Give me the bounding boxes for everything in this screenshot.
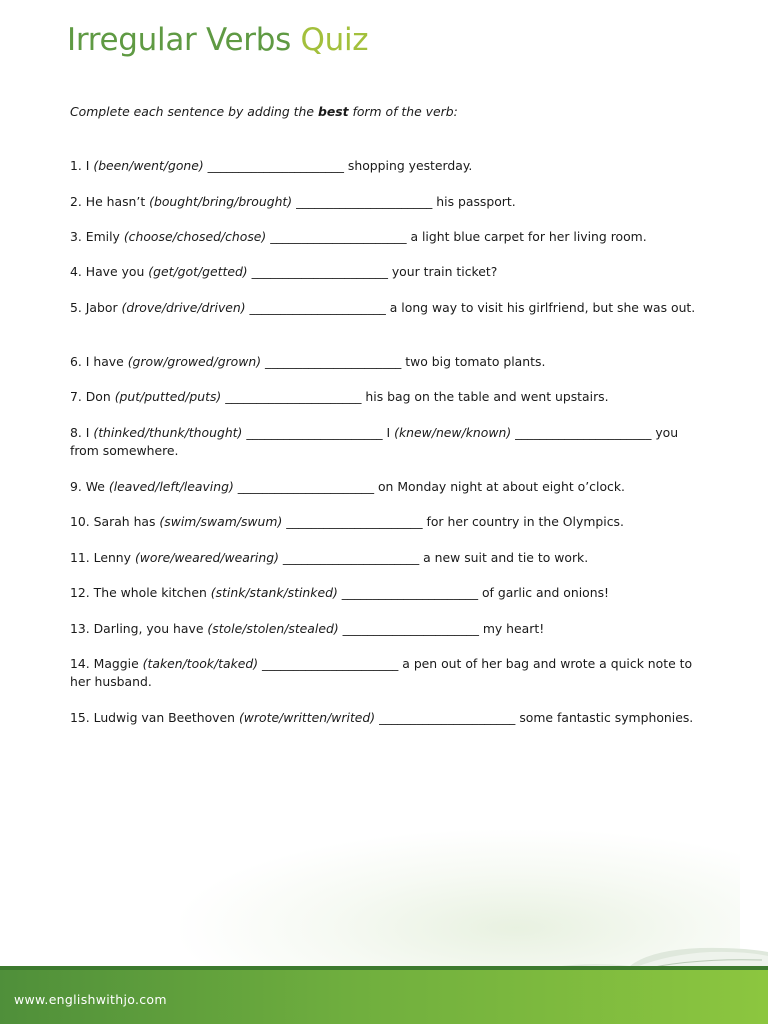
instructions-after: form of the verb:	[348, 104, 458, 119]
verb-options: (swim/swam/swum)	[159, 514, 283, 529]
title-accent: Quiz	[300, 22, 369, 58]
question-1	[70, 157, 702, 175]
question-7	[70, 388, 702, 406]
question-number: 7. Don	[70, 389, 115, 404]
question-text: ______________________ his bag on the table and went upstairs.	[221, 389, 609, 404]
verb-options: (grow/growed/grown)	[127, 354, 262, 369]
question-text: ______________________ I	[242, 425, 395, 440]
verb-options: (bought/bring/brought)	[149, 194, 293, 209]
verb-options: (stink/stank/stinked)	[210, 585, 338, 600]
question-number: 6. I have	[70, 354, 128, 369]
question-9	[70, 478, 702, 496]
verb-options: (get/got/getted)	[148, 264, 248, 279]
verb-options: (been/went/gone)	[93, 158, 204, 173]
verb-options: (taken/took/taked)	[142, 656, 259, 671]
question-number: 5. Jabor	[70, 300, 122, 315]
question-text: ______________________ a light blue carpet for her living room.	[266, 229, 647, 244]
question-text: ______________________ my heart!	[338, 621, 545, 636]
question-14	[70, 655, 702, 691]
question-number: 14. Maggie	[70, 656, 143, 671]
question-2	[70, 193, 702, 211]
question-number: 3. Emily	[70, 229, 124, 244]
instructions-bold: best	[317, 104, 349, 119]
verb-options: (thinked/thunk/thought)	[93, 425, 243, 440]
question-text: ______________________ for her country in the Olympics.	[282, 514, 624, 529]
question-number: 4. Have you	[70, 264, 149, 279]
question-number: 15. Ludwig van Beethoven	[70, 710, 239, 725]
question-text: ______________________ two big tomato plants.	[261, 354, 546, 369]
question-10	[70, 513, 702, 531]
question-6	[70, 353, 702, 371]
question-text: ______________________ a long way to visit his girlfriend, but she was out.	[245, 300, 696, 315]
question-number: 11. Lenny	[70, 550, 135, 565]
question-text: ______________________ some fantastic symphonies.	[375, 710, 694, 725]
question-text: ______________________ a pen out of her bag and wrote a quick note to her husband.	[70, 656, 693, 689]
verb-options: (wrote/written/writed)	[238, 710, 376, 725]
question-number: 1. I	[70, 158, 94, 173]
question-number: 10. Sarah has	[70, 514, 160, 529]
verb-options: (wore/weared/wearing)	[134, 550, 279, 565]
question-12	[70, 584, 702, 602]
question-15	[70, 709, 702, 727]
question-number: 9. We	[70, 479, 109, 494]
question-number: 8. I	[70, 425, 94, 440]
question-3	[70, 228, 702, 246]
question-text: ______________________ your train ticket?	[247, 264, 498, 279]
question-text: ______________________ a new suit and tie to work.	[278, 550, 589, 565]
page-title	[67, 22, 368, 58]
instructions-before: Complete each sentence by adding the	[70, 104, 318, 119]
question-13	[70, 620, 702, 638]
question-text: ______________________ shopping yesterday.	[203, 158, 473, 173]
question-4	[70, 263, 702, 281]
question-number: 13. Darling, you have	[70, 621, 208, 636]
question-text: ______________________ his passport.	[292, 194, 516, 209]
instructions	[70, 104, 458, 119]
verb-options: (put/putted/puts)	[114, 389, 222, 404]
question-text-end: ______________________ you from somewhere.	[70, 425, 679, 458]
question-number: 2. He hasn’t	[70, 194, 150, 209]
question-text: ______________________ of garlic and onions!	[337, 585, 610, 600]
footer-website: www.englishwithjo.com	[14, 992, 167, 1007]
verb-options: (leaved/left/leaving)	[108, 479, 234, 494]
question-text: ______________________ on Monday night at about eight o’clock.	[233, 479, 625, 494]
question-5	[70, 299, 702, 317]
question-number: 12. The whole kitchen	[70, 585, 211, 600]
question-11	[70, 549, 702, 567]
verb-options-2: (knew/new/known)	[394, 425, 512, 440]
title-main: Irregular Verbs	[67, 22, 291, 58]
verb-options: (stole/stolen/stealed)	[207, 621, 339, 636]
verb-options: (drove/drive/driven)	[121, 300, 246, 315]
verb-options: (choose/chosed/chose)	[123, 229, 267, 244]
question-8	[70, 424, 702, 460]
